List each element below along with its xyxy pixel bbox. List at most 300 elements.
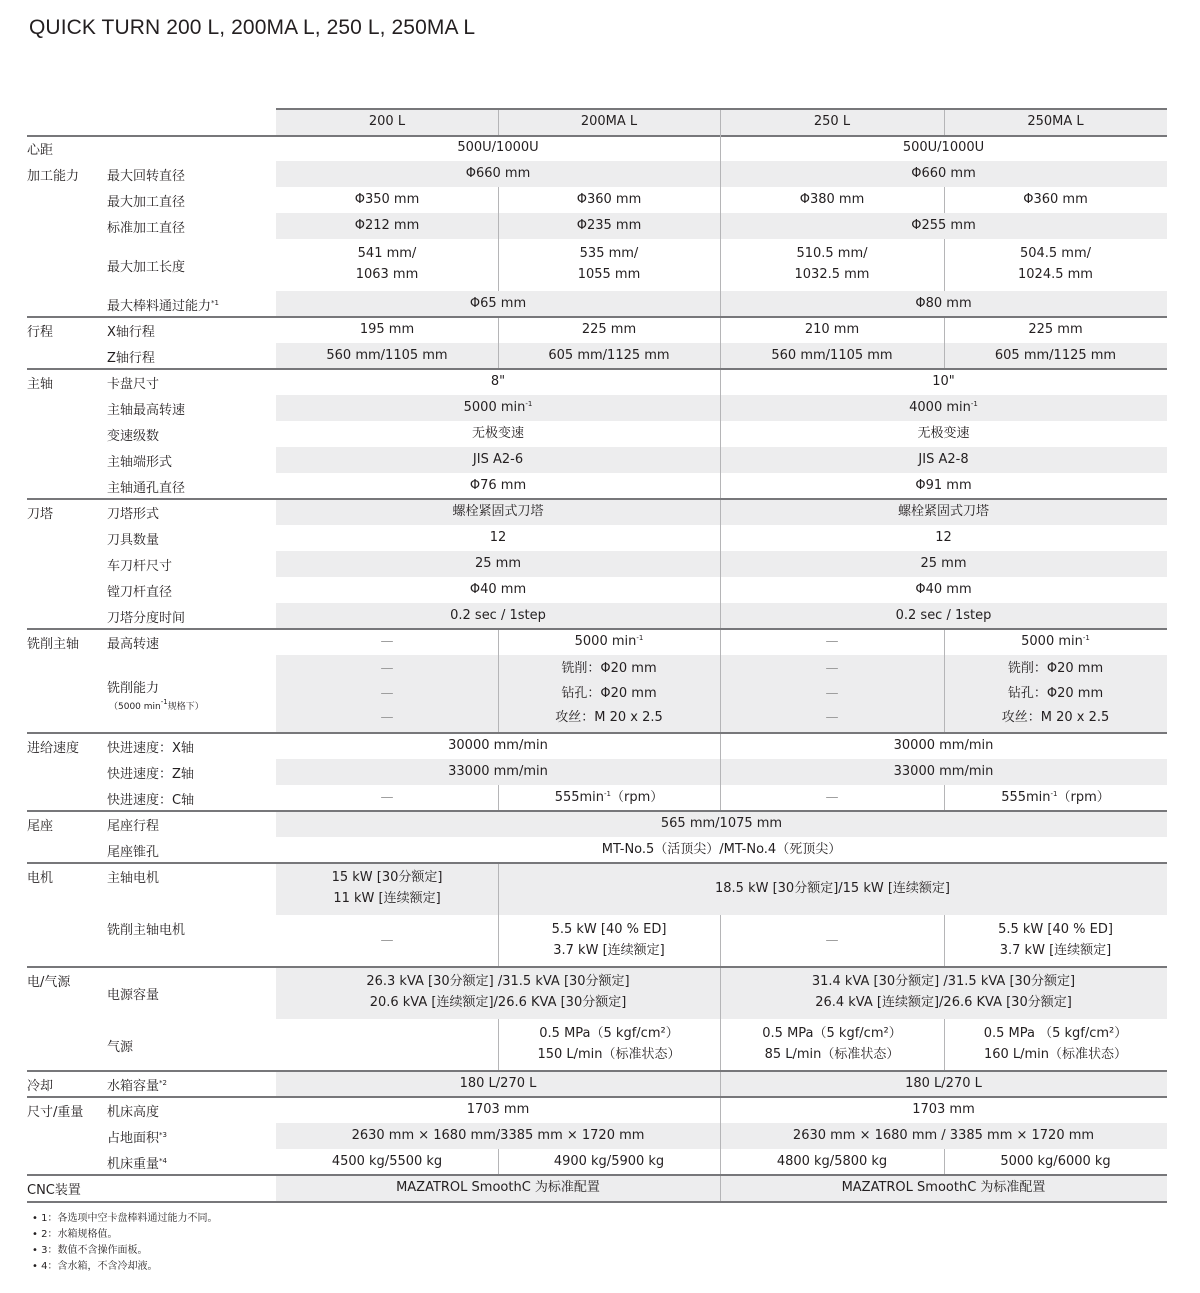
spec-value xyxy=(720,1019,944,1071)
section-rule xyxy=(27,1070,1167,1072)
spec-label xyxy=(107,967,272,1019)
value-text: 4800 kg/5800 kg xyxy=(776,1153,888,1169)
spec-label xyxy=(107,603,272,629)
spec-value xyxy=(944,785,1167,811)
spec-value xyxy=(276,499,720,525)
value-text: $555\min^{-1}(rpm)$ xyxy=(554,789,664,805)
spec-value xyxy=(720,551,1167,577)
value-text: 30000 mm/min xyxy=(893,737,994,753)
spec-label xyxy=(107,317,272,343)
value-text: 4900 kg/5900 kg xyxy=(553,1153,665,1169)
spec-value xyxy=(498,1149,720,1175)
spec-value xyxy=(720,395,1167,421)
value-lines xyxy=(332,863,443,915)
spec-value xyxy=(720,343,944,369)
value-lines xyxy=(498,655,720,733)
spec-value xyxy=(944,629,1167,655)
spec-label xyxy=(107,915,272,941)
model-header: 250MA L xyxy=(1027,114,1084,130)
spec-label xyxy=(107,499,272,525)
spec-value xyxy=(720,317,944,343)
spec-value xyxy=(720,915,944,967)
footnote: • 4：含水箱，不含冷却液。 xyxy=(32,1261,158,1272)
value-text: 12 xyxy=(489,529,507,545)
value-line: 20.6 kVA [连续额定]/26.6 KVA [30分额定] xyxy=(369,995,627,1010)
model-header: 200 L xyxy=(368,114,406,130)
value-text: Φ350 mm xyxy=(354,191,420,207)
value-text: 5000 $\min^{-1}$ xyxy=(1021,633,1090,649)
table-row xyxy=(27,161,1167,187)
value-lines xyxy=(276,655,498,733)
spec-value xyxy=(276,343,498,369)
spec-value xyxy=(276,785,498,811)
spec-value xyxy=(720,1097,1167,1123)
spec-label-text: 铣削能力 xyxy=(107,680,160,696)
table-row xyxy=(27,1175,1167,1201)
value-text: 2630 mm × 1680 mm / 3385 mm × 1720 mm xyxy=(792,1127,1095,1143)
spec-value xyxy=(720,1071,1167,1097)
category-label: 行程 xyxy=(27,325,54,340)
spec-label-text: X轴行程 xyxy=(107,324,155,340)
value-text: 565 mm/1075 mm xyxy=(660,815,783,831)
spec-value xyxy=(498,239,720,291)
table-row xyxy=(27,759,1167,785)
value-text: Φ660 mm xyxy=(465,165,531,181)
spec-value xyxy=(720,291,1167,317)
table-row xyxy=(27,655,1167,733)
spec-label-text: Z轴行程 xyxy=(107,350,155,366)
value-line: 0.5 MPa（5 kgf/cm²） xyxy=(762,1026,902,1042)
spec-label xyxy=(107,1149,272,1175)
value-text: Φ40 mm xyxy=(469,581,527,597)
spec-value xyxy=(276,525,720,551)
spec-value xyxy=(498,317,720,343)
category-label: 尺寸/重量 xyxy=(27,1105,84,1120)
value-text: 30000 mm/min xyxy=(448,737,548,753)
spec-value xyxy=(944,1149,1167,1175)
spec-label xyxy=(107,213,272,239)
value-lines xyxy=(720,655,944,733)
spec-value xyxy=(276,473,720,499)
column-divider xyxy=(498,108,499,135)
spec-label-text: 占地面积$^{*3}$ xyxy=(107,1130,167,1146)
table-row xyxy=(27,837,1167,863)
spec-value xyxy=(276,629,498,655)
spec-value xyxy=(720,213,1167,239)
section-rule xyxy=(27,732,1167,734)
value-line: 0.5 MPa （5 kgf/cm²） xyxy=(983,1026,1128,1042)
value-lines xyxy=(944,655,1167,733)
value-line: 150 L/min（标准状态） xyxy=(537,1047,681,1062)
spec-value xyxy=(498,343,720,369)
value-text: Φ40 mm xyxy=(915,581,972,597)
value-line: 26.4 kVA [连续额定]/26.6 KVA [30分额定] xyxy=(815,995,1072,1010)
value-text: 18.5 kW [30分额定]/15 kW [连续额定] xyxy=(715,880,950,896)
table-row xyxy=(27,785,1167,811)
category-label: 电机 xyxy=(27,871,54,886)
value-text: 1703 mm xyxy=(466,1101,530,1117)
table-row xyxy=(27,577,1167,603)
model-header: 200MA L xyxy=(580,114,638,130)
value-line: 535 mm/ xyxy=(579,246,639,262)
value-text: 560 mm/1105 mm xyxy=(771,347,893,363)
footnote-ref: *3 xyxy=(159,1130,167,1139)
spec-value xyxy=(720,1175,1167,1201)
spec-label-text: 最大加工长度 xyxy=(107,259,186,275)
value-text: MAZATROL SmoothC 为标准配置 xyxy=(396,1179,600,1195)
value-text: 500U/1000U xyxy=(457,139,539,155)
spec-value xyxy=(720,733,1167,759)
spec-value xyxy=(276,551,720,577)
value-text: Φ380 mm xyxy=(799,191,865,207)
footnotes xyxy=(32,1211,217,1275)
spec-value xyxy=(276,603,720,629)
spec-value xyxy=(276,1123,720,1149)
category-label: 主轴 xyxy=(27,377,54,392)
category-label: CNC装置 xyxy=(27,1183,81,1198)
value-line: 31.4 kVA [30分额定] /31.5 kVA [30分额定] xyxy=(811,974,1076,990)
spec-value xyxy=(276,369,720,395)
value-text: 无极变速 xyxy=(917,425,970,441)
footnote: • 3：数值不含操作面板。 xyxy=(32,1245,148,1256)
model-header: 250 L xyxy=(813,114,851,130)
table-row xyxy=(27,499,1167,525)
spec-value xyxy=(720,629,944,655)
spec-label-text: 最大回转直径 xyxy=(107,168,186,184)
spec-label-text: 尾座锥孔 xyxy=(107,844,160,860)
value-text: Φ76 mm xyxy=(469,477,527,493)
section-rule xyxy=(27,1174,1167,1176)
value-line: 510.5 mm/ xyxy=(796,246,868,262)
spec-label-text: 镗刀杆直径 xyxy=(107,584,173,600)
value-line: 85 L/min（标准状态） xyxy=(764,1047,900,1062)
spec-label-text: 车刀杆尺寸 xyxy=(107,558,173,574)
unit-exponent: -1 xyxy=(604,789,612,798)
value-line: 5.5 kW [40 % ED] xyxy=(551,922,667,938)
value-text: Φ255 mm xyxy=(911,217,976,233)
category-label: 加工能力 xyxy=(27,169,80,184)
value-text: Φ91 mm xyxy=(915,477,972,493)
table-row xyxy=(27,343,1167,369)
spec-value xyxy=(720,499,1167,525)
spec-value xyxy=(720,1123,1167,1149)
spec-value xyxy=(276,447,720,473)
spec-label xyxy=(107,629,272,655)
spec-value xyxy=(720,447,1167,473)
value-line: 1024.5 mm xyxy=(1018,267,1093,282)
table-row xyxy=(27,1149,1167,1175)
spec-sublabel: （5000 $\min^{-1}$规格下） xyxy=(109,697,204,712)
value-text: 10" xyxy=(932,373,955,389)
table-row xyxy=(27,603,1167,629)
footnote-ref: *1 xyxy=(211,298,219,307)
spec-label xyxy=(107,187,272,213)
spec-value xyxy=(276,187,498,213)
value-line: 11 kW [连续额定] xyxy=(333,891,441,906)
value-text: — xyxy=(825,789,839,805)
spec-label-text: 快进速度：C轴 xyxy=(107,792,195,808)
spec-value xyxy=(720,525,1167,551)
spec-value xyxy=(276,1149,498,1175)
value-line: 铣削：Φ20 mm xyxy=(1007,661,1104,677)
spec-value xyxy=(276,291,720,317)
table-row xyxy=(27,915,1167,967)
value-text: 33000 mm/min xyxy=(893,763,994,779)
table-row xyxy=(27,629,1167,655)
value-text: $555\min^{-1}(rpm)$ xyxy=(1001,789,1110,805)
spec-value xyxy=(276,135,720,161)
value-line: 钻孔：Φ20 mm xyxy=(561,685,657,701)
spec-label-text: 铣削主轴电机 xyxy=(107,922,186,938)
spec-value xyxy=(276,577,720,603)
table-row xyxy=(27,733,1167,759)
spec-value xyxy=(720,421,1167,447)
value-text: 4500 kg/5500 kg xyxy=(331,1153,443,1169)
unit-exponent: -1 xyxy=(1082,633,1090,642)
spec-label xyxy=(107,577,272,603)
table-row xyxy=(27,421,1167,447)
spec-label xyxy=(107,551,272,577)
table-row xyxy=(27,1123,1167,1149)
spec-label-text: 变速级数 xyxy=(107,428,160,444)
value-text: 225 mm xyxy=(581,321,637,337)
value-line: 26.3 kVA [30分额定] /31.5 kVA [30分额定] xyxy=(366,974,630,990)
spec-value xyxy=(276,1071,720,1097)
table-row xyxy=(27,551,1167,577)
value-line: 504.5 mm/ xyxy=(1019,246,1092,262)
value-line: 5.5 kW [40 % ED] xyxy=(998,922,1113,938)
value-text: 180 L/270 L xyxy=(905,1075,982,1091)
category-label: 冷却 xyxy=(27,1079,54,1094)
section-rule xyxy=(27,368,1167,370)
value-text: Φ360 mm xyxy=(1023,191,1088,207)
spec-label xyxy=(107,239,272,291)
unit-exponent: -1 xyxy=(1050,789,1058,798)
value-text: — xyxy=(380,633,394,649)
value-text: 5000 $\min^{-1}$ xyxy=(463,399,533,415)
table-row xyxy=(27,473,1167,499)
spec-value xyxy=(720,967,1167,1019)
spec-value xyxy=(498,1019,720,1071)
spec-label-text: 快进速度：X轴 xyxy=(107,740,194,756)
spec-label xyxy=(107,811,272,837)
spec-label-text: 刀具数量 xyxy=(107,532,160,548)
spec-label xyxy=(107,655,272,733)
value-text: 8" xyxy=(490,373,506,389)
value-text: 195 mm xyxy=(359,321,415,337)
value-text: 33000 mm/min xyxy=(448,763,548,779)
column-divider xyxy=(720,108,721,135)
spec-value xyxy=(276,967,720,1019)
spec-label-text: 快进速度：Z轴 xyxy=(107,766,194,782)
section-rule xyxy=(27,862,1167,864)
unit-exponent: -1 xyxy=(636,633,644,642)
unit-exponent: -1 xyxy=(525,399,533,408)
value-lines xyxy=(984,1019,1128,1071)
header-row xyxy=(27,108,1167,135)
section-rule xyxy=(27,810,1167,812)
value-line: — xyxy=(380,685,394,701)
spec-value xyxy=(720,785,944,811)
section-rule xyxy=(27,498,1167,500)
spec-value xyxy=(276,421,720,447)
spec-value xyxy=(498,785,720,811)
section-rule xyxy=(27,966,1167,968)
spec-label xyxy=(107,837,272,863)
table-row xyxy=(27,811,1167,837)
table-row xyxy=(27,135,1167,161)
spec-value xyxy=(944,317,1167,343)
column-divider xyxy=(944,108,945,135)
table-row xyxy=(27,1071,1167,1097)
value-lines xyxy=(366,967,629,1019)
value-text: 25 mm xyxy=(920,555,967,571)
spec-value xyxy=(276,915,498,967)
spec-value xyxy=(498,187,720,213)
value-text: Φ360 mm xyxy=(576,191,642,207)
spec-label xyxy=(107,161,272,187)
spec-value xyxy=(720,655,944,733)
spec-label xyxy=(107,733,272,759)
spec-value xyxy=(944,343,1167,369)
footnote: • 2：水箱规格值。 xyxy=(32,1229,118,1240)
spec-value xyxy=(498,629,720,655)
spec-value xyxy=(720,187,944,213)
spec-value xyxy=(944,1019,1167,1071)
spec-label-text: 尾座行程 xyxy=(107,818,160,834)
table-row xyxy=(27,187,1167,213)
section-rule xyxy=(27,1096,1167,1098)
spec-value xyxy=(720,135,1167,161)
value-lines xyxy=(356,239,419,291)
value-text: 605 mm/1125 mm xyxy=(548,347,670,363)
unit-exponent: -1 xyxy=(970,399,978,408)
spec-value xyxy=(276,837,1167,863)
spec-value xyxy=(276,317,498,343)
value-text: 180 L/270 L xyxy=(459,1075,537,1091)
value-line: 160 L/min（标准状态） xyxy=(983,1047,1128,1062)
value-lines xyxy=(1018,239,1093,291)
category-label: 心距 xyxy=(27,143,54,158)
value-text: 螺栓紧固式刀塔 xyxy=(897,503,989,519)
spec-value xyxy=(720,759,1167,785)
spec-label xyxy=(107,863,272,889)
spec-value xyxy=(720,161,1167,187)
spec-label-text: 最高转速 xyxy=(107,636,160,652)
spec-value xyxy=(498,213,720,239)
value-text: MAZATROL SmoothC 为标准配置 xyxy=(841,1179,1046,1195)
spec-value xyxy=(276,863,498,915)
spec-label-text: 电源容量 xyxy=(107,987,160,1003)
section-rule xyxy=(27,628,1167,630)
value-line: 钻孔：Φ20 mm xyxy=(1007,685,1104,701)
value-text: 560 mm/1105 mm xyxy=(326,347,448,363)
table-row xyxy=(27,967,1167,1019)
table-row xyxy=(27,317,1167,343)
value-line: 3.7 kW [连续额定] xyxy=(999,943,1112,958)
value-text: 605 mm/1125 mm xyxy=(994,347,1117,363)
spec-value xyxy=(720,239,944,291)
spec-label xyxy=(107,473,272,499)
value-line: 15 kW [30分额定] xyxy=(331,870,443,886)
spec-value xyxy=(276,1175,720,1201)
value-text: Φ212 mm xyxy=(354,217,420,233)
table-row xyxy=(27,395,1167,421)
value-text: Φ660 mm xyxy=(911,165,976,181)
value-line: 铣削：Φ20 mm xyxy=(561,661,657,677)
spec-label xyxy=(107,291,272,317)
table-row xyxy=(27,863,1167,915)
spec-label xyxy=(107,759,272,785)
spec-label xyxy=(107,1019,272,1071)
value-line: — xyxy=(380,661,394,677)
spec-value xyxy=(720,369,1167,395)
spec-label xyxy=(107,525,272,551)
value-text: JIS A2-6 xyxy=(472,451,524,467)
category-label: 刀塔 xyxy=(27,507,54,522)
spec-value xyxy=(276,213,498,239)
value-text: 0.2 sec / 1step xyxy=(450,607,546,623)
page-title: QUICK TURN 200 L, 200MA L, 250 L, 250MA L xyxy=(29,16,476,39)
value-lines xyxy=(537,1019,680,1071)
spec-label xyxy=(107,1123,272,1149)
spec-label-text: 气源 xyxy=(107,1039,134,1055)
table-row xyxy=(27,291,1167,317)
spec-label xyxy=(107,447,272,473)
value-line: — xyxy=(380,709,394,725)
spec-label-text: 刀塔分度时间 xyxy=(107,610,186,626)
footnote-ref: *4 xyxy=(159,1156,167,1165)
spec-value xyxy=(276,1097,720,1123)
spec-value xyxy=(720,473,1167,499)
top-rule xyxy=(276,108,1167,110)
value-text: 25 mm xyxy=(474,555,521,571)
category-label: 铣削主轴 xyxy=(27,637,80,652)
value-text: 无极变速 xyxy=(471,425,524,441)
value-text: — xyxy=(825,932,839,948)
spec-value xyxy=(276,239,498,291)
spec-value xyxy=(276,161,720,187)
spec-value xyxy=(720,1149,944,1175)
value-text: 螺栓紧固式刀塔 xyxy=(452,503,544,519)
value-text: 5000 $\min^{-1}$ xyxy=(574,633,644,649)
unit-exponent: -1 xyxy=(160,697,168,706)
bottom-rule xyxy=(27,1201,1167,1203)
spec-label-text: 机床高度 xyxy=(107,1104,160,1120)
footnote-ref: *2 xyxy=(159,1078,167,1087)
spec-value xyxy=(498,915,720,967)
spec-label-text: 卡盘尺寸 xyxy=(107,376,160,392)
section-rule xyxy=(27,316,1167,318)
spec-value xyxy=(498,655,720,733)
spec-value xyxy=(276,1019,498,1071)
footnote: • 1：各选项中空卡盘棒料通过能力不同。 xyxy=(32,1213,218,1224)
value-text: 0.2 sec / 1step xyxy=(895,607,992,623)
value-text: Φ80 mm xyxy=(915,295,972,311)
value-line: 1063 mm xyxy=(355,267,419,282)
spec-value xyxy=(944,239,1167,291)
spec-value xyxy=(276,395,720,421)
spec-value xyxy=(944,915,1167,967)
value-text: Φ235 mm xyxy=(576,217,642,233)
value-line: 攻丝：M 20 x 2.5 xyxy=(555,709,663,725)
spec-label xyxy=(107,369,272,395)
spec-label-text: 主轴通孔直径 xyxy=(107,480,186,496)
spec-label-text: 标准加工直径 xyxy=(107,220,186,236)
value-text: 2630 mm × 1680 mm/3385 mm × 1720 mm xyxy=(351,1127,645,1143)
value-lines xyxy=(762,1019,901,1071)
spec-label xyxy=(107,421,272,447)
